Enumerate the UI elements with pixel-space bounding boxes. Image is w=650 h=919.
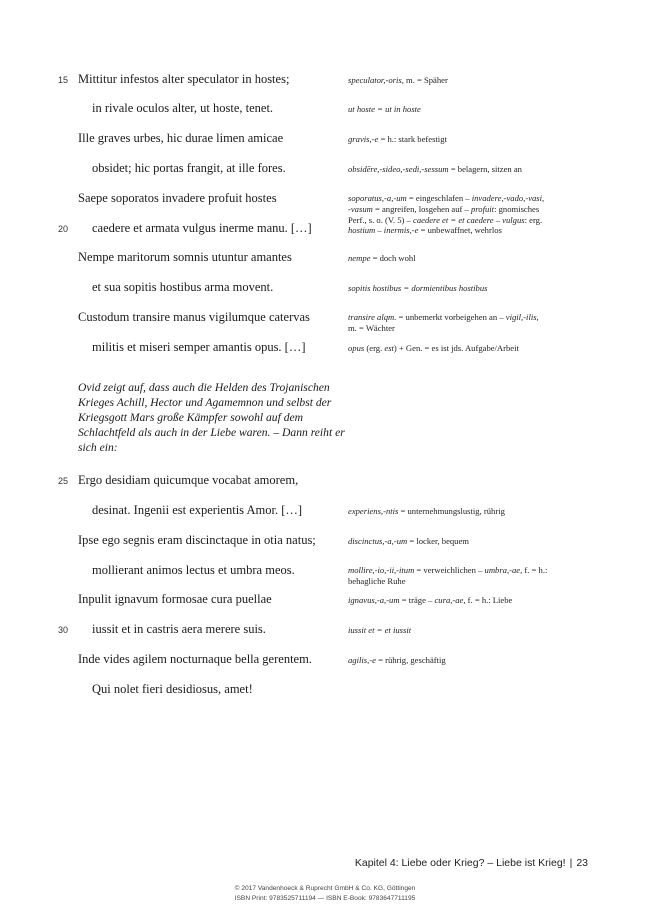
verse-line: Ipse ego segnis eram discinctaque in otia natus;: [78, 533, 316, 547]
copyright-line: © 2017 Vandenhoeck & Ruprecht GmbH & Co. KG, Göttingen: [234, 885, 416, 892]
gloss-note: ignavus,-a,-um = träge – cura,-ae, f. = h.: Liebe: [348, 595, 513, 605]
verse-line: caedere et armata vulgus inerme manu. […]: [92, 221, 312, 235]
footer-separator: |: [569, 857, 573, 869]
gloss-note: speculator,-oris, m. = Späher: [348, 75, 448, 85]
gloss-note: transire alqm. = unbemerkt vorbeigehen an – vigil,-ilis, m. = Wächter: [348, 312, 539, 333]
gloss-note: ut hoste = ut in hoste: [348, 104, 421, 114]
chapter-title: Kapitel 4: Liebe oder Krieg? – Liebe ist Krieg!: [354, 857, 566, 869]
verse-line: Nempe maritorum somnis utuntur amantes: [78, 250, 292, 264]
gloss-note: iussit et = et iussit: [348, 625, 412, 635]
gloss-note: mollire,-io,-ii,-itum = verweichlichen – umbra,-ae, f. = h.: behagliche Ruhe: [348, 565, 548, 586]
line-number: 15: [58, 75, 69, 85]
verse-line: Inde vides agilem nocturnaque bella gerentem.: [78, 652, 312, 666]
verse-line: et sua sopitis hostibus arma movent.: [92, 280, 274, 294]
running-footer: [355, 857, 588, 869]
gloss-note: obsidēre,-sideo,-sedi,-sessum = belagern, sitzen an: [348, 164, 522, 174]
gloss-note: nempe = doch wohl: [348, 253, 416, 263]
verse-line: militis et miseri semper amantis opus. […]: [92, 340, 306, 354]
page-number: 23: [576, 857, 588, 869]
verse-line: in rivale oculos alter, ut hoste, tenet.: [92, 101, 274, 115]
line-number: 20: [58, 224, 69, 234]
verse-line: mollierant animos lectus et umbra meos.: [92, 563, 295, 577]
verse-line: iussit et in castris aera merere suis.: [92, 622, 266, 636]
gloss-note: sopitis hostibus = dormientibus hostibus: [348, 283, 488, 293]
gloss-note: gravis,-e = h.: stark befestigt: [348, 134, 447, 144]
intro-paragraph: Ovid zeigt auf, dass auch die Helden des Trojanischen Krieges Achill, Hector und Agamemnon und selbst der Kriegsgott Mars große Kämpfer sowohl auf dem Schlachtfeld als auch in der Liebe waren. – Dann reiht er sich ein:: [78, 381, 345, 454]
verse-line: Inpulit ignavum formosae cura puellae: [78, 592, 272, 606]
line-number: 25: [58, 476, 69, 486]
verse-line: desinat. Ingenii est experientis Amor. […]: [92, 503, 303, 517]
isbn-line: ISBN Print: 9783525711194 — ISBN E-Book: 9783647711195: [234, 895, 416, 902]
verse-line: Mittitur infestos alter speculator in hostes;: [78, 72, 290, 86]
gloss-note: experiens,-ntis = unternehmungslustig, rührig: [348, 506, 505, 516]
verse-line: obsidet; hic portas frangit, at ille fores.: [92, 161, 286, 175]
verse-line: Ille graves urbes, hic durae limen amicae: [78, 131, 284, 145]
line-number: 30: [58, 625, 69, 635]
verse-line: Qui nolet fieri desidiosus, amet!: [92, 682, 253, 696]
verse-line: Custodum transire manus vigilumque catervas: [78, 310, 310, 324]
gloss-note: discinctus,-a,-um = locker, bequem: [348, 536, 469, 546]
verse-line: Ergo desidiam quicumque vocabat amorem,: [78, 473, 299, 487]
verse-line: Saepe soporatos invadere profuit hostes: [78, 191, 277, 205]
gloss-note: soporatus,-a,-um = eingeschlafen – invadere,-vado,-vasi, -vasum = angreifen, losgehen auf – profuit: gnomisches Perf., s. o. (V. 5) – caedere et = et caedere – vulgus: erg. hostium – inermis,-e = unbewaffnet, wehrlos: [348, 193, 545, 236]
gloss-note: opus (erg. est) + Gen. = es ist jds. Aufgabe/Arbeit: [348, 343, 519, 353]
gloss-note: agilis,-e = rührig, geschäftig: [348, 655, 446, 665]
